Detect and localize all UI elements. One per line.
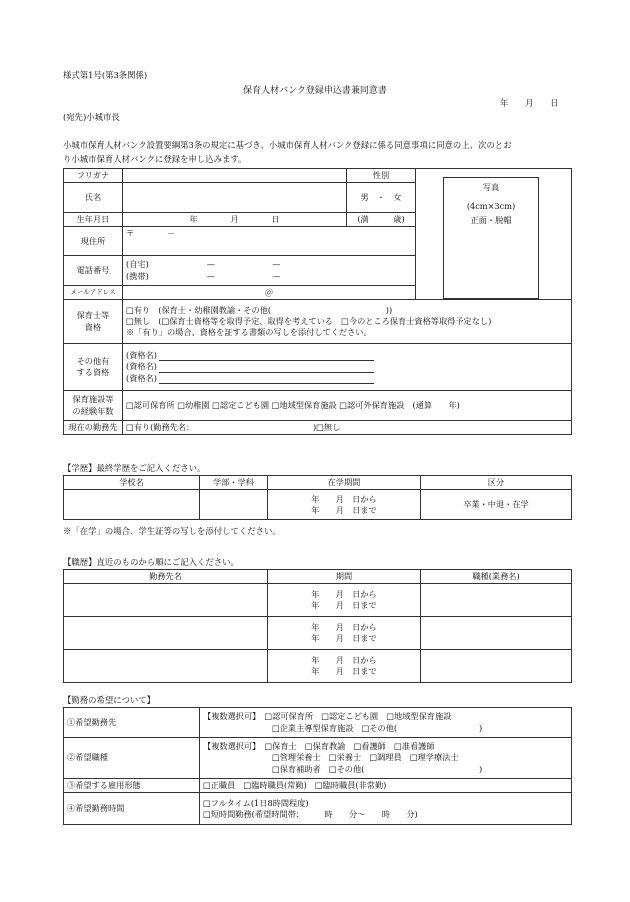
career-header-workplace: 勤務先名 [64,570,268,584]
career-row [64,617,572,650]
wish-table [63,707,572,825]
other-qualification-label: その他有 する資格 [64,344,123,391]
page-title: 保育人材バンク登録申込書兼同意書 [243,86,387,96]
phone-home-label: (自宅) [126,259,149,270]
wish-hours-field[interactable]: □フルタイム(1日8時間程度) □短時間勤務(希望時間帯： 時 分～ 時 分) [200,793,572,825]
education-header-status: 区分 [421,476,572,490]
wish-workplace-label: ①希望勤務先 [64,708,200,738]
name-label: 氏名 [64,183,123,212]
photo-size: (4cm×3cm) [466,201,516,212]
other-qualification-field[interactable]: (資格名) (資格名) (資格名) [123,344,572,391]
education-school-field[interactable] [64,490,200,520]
current-workplace-field[interactable]: □有り(勤務先名： )□無し [123,421,572,435]
name-field[interactable] [123,183,347,212]
form-number: 様式第1号(第3条関係) [63,70,148,80]
qualification-no[interactable]: □無し (□保育士資格等を取得予定、取得を考えている □今のところ保育士資格等取得予定なし) [126,315,492,326]
career-workplace-field[interactable] [64,617,268,650]
gender-options[interactable]: 男 ・ 女 [347,183,416,212]
wish-employment-label: ③希望する雇用形態 [64,779,200,793]
career-workplace-field[interactable] [64,650,268,683]
age-field[interactable]: (満 歳) [347,212,416,226]
address-field[interactable] [123,226,416,255]
photo-title: 写真 [482,182,500,192]
wish-hours-label: ④希望勤務時間 [64,793,200,825]
education-note: ※「在学」の場合、学生証等の写しを添付してください。 [63,526,281,536]
career-period-field[interactable]: 年 月 日から 年 月 日まで [268,584,421,617]
wish-job-field[interactable]: 【複数選択可】 □保育士 □保育教諭 □看護師 □准看護師 □管理栄養士 □栄養士 □調理員 □理学療法士 □保育補助者 □その他( ) [200,738,572,779]
wish-heading: 【勤務の希望について】 [63,695,155,705]
career-period-field[interactable]: 年 月 日から 年 月 日まで [268,650,421,683]
career-row [64,584,572,617]
career-row [64,650,572,683]
education-table [63,475,572,520]
furigana-field[interactable] [123,169,347,183]
photo-note: 正面・脱帽 [470,215,512,226]
photo-box[interactable] [443,177,539,299]
phone-label: 電話番号 [64,256,123,285]
phone-field[interactable] [123,256,416,285]
wish-workplace-field[interactable]: 【複数選択可】 □認可保育所 □認定こども園 □地域型保育施設 □企業主導型保育施設 □その他( ) [200,708,572,738]
career-table [63,569,572,683]
experience-label: 保育施設等 の経験年数 [64,391,123,421]
application-date: 年 月 日 [500,98,559,108]
birth-label: 生年月日 [64,212,123,226]
furigana-label: フリガナ [64,169,123,183]
wish-job-label: ②希望職種 [64,738,200,779]
phone-mobile-label: (携帯) [126,270,149,281]
career-period-field[interactable]: 年 月 日から 年 月 日まで [268,617,421,650]
personal-info-table [63,168,572,435]
qualification-label: 保育士等 資格 [64,300,123,344]
wish-employment-field[interactable]: □正職員 □臨時職員(常勤) □臨時職員(非常勤) [200,779,572,793]
phone-home-dashes: — — [206,259,281,270]
qualification-yes[interactable]: □有り (保育士・幼稚園教諭・その他( )) [126,304,393,315]
career-heading: 【職歴】直近のものから順にご記入ください。 [63,557,239,567]
education-header-period: 在学期間 [268,476,421,490]
education-header-faculty: 学部・学科 [200,476,268,490]
address-label: 現住所 [64,226,123,255]
career-job-field[interactable] [421,650,572,683]
email-field[interactable] [123,285,416,299]
qualification-note: ※「有り」の場合、資格を証する書類の写しを添付してください。 [126,327,372,338]
phone-mobile-dashes: — — [206,270,281,281]
addressee: (宛先)小城市長 [63,112,120,122]
career-job-field[interactable] [421,584,572,617]
intro-text-2: り小城市保育人材バンクに登録を申し込みます。 [63,154,247,164]
current-workplace-label: 現在の勤務先 [64,421,123,435]
career-job-field[interactable] [421,617,572,650]
education-header-school: 学校名 [64,476,200,490]
at-sign: ＠ [264,286,274,297]
career-workplace-field[interactable] [64,584,268,617]
education-status-field[interactable]: 卒業・中退・在学 [421,490,572,520]
email-label: メールアドレス [64,285,123,299]
photo-cell [416,169,572,300]
intro-text-1: 小城市保育人材バンク設置要綱第3条の規定に基づき、小城市保育人材バンク登録に係る同意事項に同意の上、次のとお [63,140,512,150]
education-heading: 【学歴】最終学歴をご記入ください。 [63,463,206,473]
experience-field[interactable]: □認可保育所 □幼稚園 □認定こども園 □地域型保育施設 □認可外保育施設 (通算 年) [123,391,572,421]
postal-code: 〒 － [126,227,176,238]
qualification-field[interactable] [123,300,572,344]
gender-label: 性別 [347,169,416,183]
career-header-job: 職種(業務名) [421,570,572,584]
education-faculty-field[interactable] [200,490,268,520]
career-header-period: 期間 [268,570,421,584]
education-period-field[interactable]: 年 月 日から 年 月 日まで [268,490,421,520]
birth-field[interactable]: 年 月 日 [123,212,347,226]
